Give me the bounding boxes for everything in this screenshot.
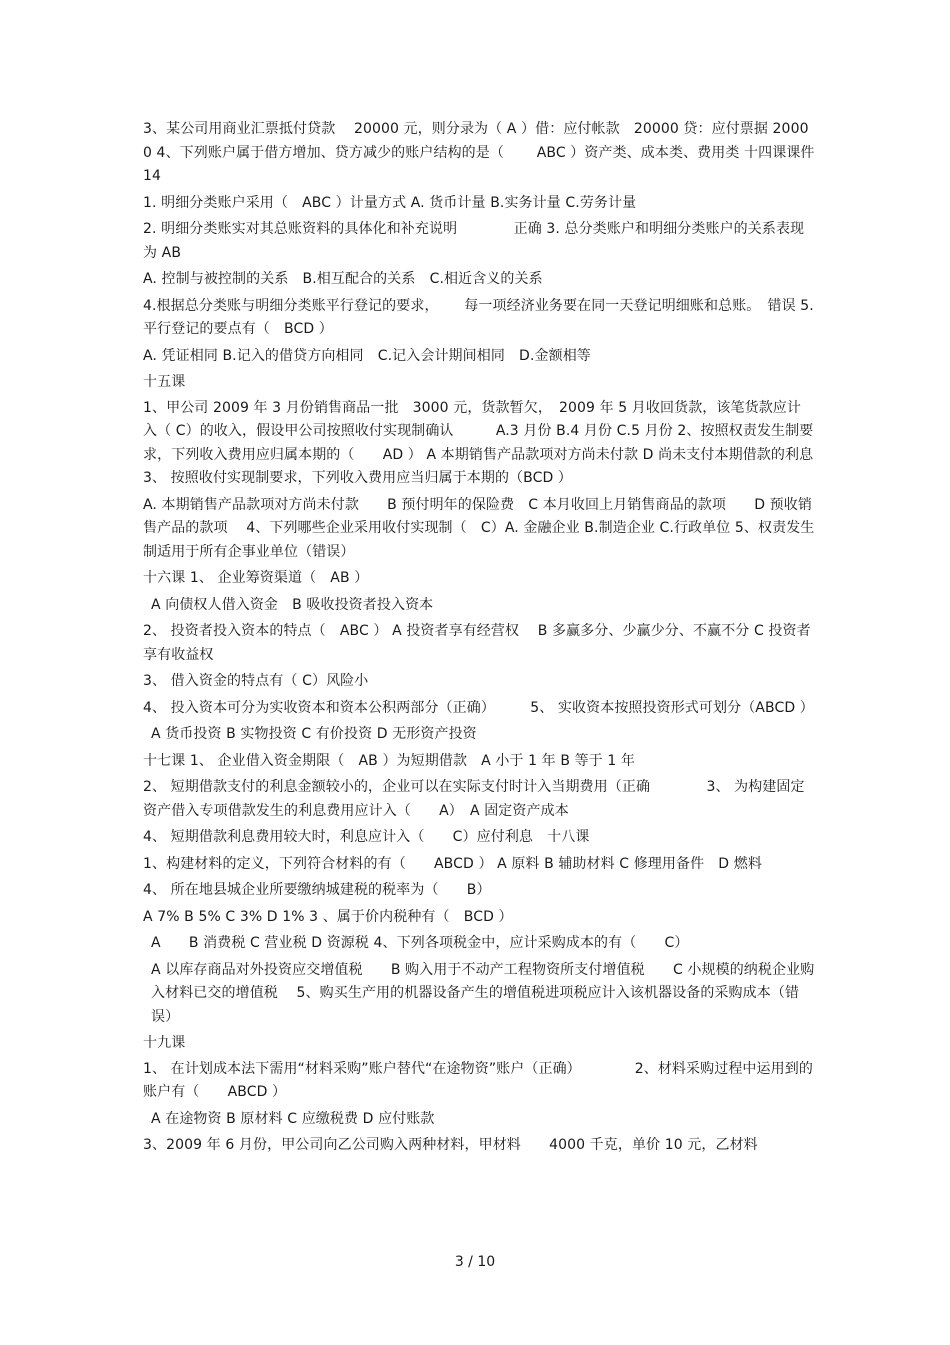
paragraph: 4、 短期借款利息费用较大时，利息应计入（ C）应付利息 十八课 [143, 829, 590, 845]
paragraph: 4.根据总分类账与明细分类账平行登记的要求， 每一项经济业务要在同一天登记明细账和总账。 错误 5.平行登记的要点有（ BCD ） [143, 297, 814, 337]
paragraph: 4、 投入资本可分为实收资本和资本公积两部分（正确） 5、 实收资本按照投资形式可划分（ABCD ） [143, 699, 814, 716]
paragraph: A. 凭证相同 B.记入的借贷方向相同 C.记入会计期间相同 D.金额相等 [143, 347, 591, 364]
paragraph: 1. 明细分类账户采用（ ABC ）计量方式 A. 货币计量 B.实务计量 C.劳务计量 [143, 194, 637, 211]
paragraph: 3、 借入资金的特点有（ C）风险小 [143, 673, 369, 689]
paragraph: A. 本期销售产品款项对方尚未付款 B 预付明年的保险费 C 本月收回上月销售商品的款项 D 预收销售产品的款项 4、下列哪些企业采用收付实现制（ C）A. 金融企业 B.制造企业 C.行政单位 5、权责发生制适用于所有企事业单位（错误） [143, 496, 815, 560]
paragraph: A 7% B 5% C 3% D 1% 3 、属于价内税种有（ BCD ） [143, 908, 513, 925]
paragraph: 3、2009 年 6 月份，甲公司向乙公司购入两种材料，甲材料 4000 千克，单价 10 元，乙材料 [143, 1137, 758, 1153]
paragraph: 十七课 1、 企业借入资金期限（ AB ）为短期借款 A 小于 1 年 B 等于 1 年 [143, 752, 635, 769]
paragraph: 1、甲公司 2009 年 3 月份销售商品一批 3000 元，货款暂欠， 2009 年 5 月收回货款，该笔货款应计入（ C）的收入，假设甲公司按照收付实现制确认 A.3 月份 B.4 月份 C.5 月份 2、按照权责发生制要求，下列收入费用应归属本期的（ AD ） A 本期销售产品款项对方尚未付款 D 尚未支付本期借款的利息 3、 按照收付实现制要求，下列收入费用应当归属于本期的（BCD ） [143, 399, 832, 486]
paragraph: 1、 在计划成本法下需用“材料采购”账户替代“在途物资”账户（正确） 2、材料采购过程中运用到的账户有（ ABCD ） [143, 1060, 813, 1100]
paragraph: 2、 短期借款支付的利息金额较小的，企业可以在实际支付时计入当期费用（正确 3、 为构建固定资产借入专项借款发生的利息费用应计入（ A） A 固定资产成本 [143, 779, 805, 819]
paragraph: 3、某公司用商业汇票抵付贷款 20000 元，则分录为（ A ）借：应付帐款 20000 贷：应付票据 20000 4、下列账户属于借方增加、贷方减少的账户结构的是（ ABC ）资产类、成本类、费用类 十四课课件 14 [143, 121, 829, 184]
document-body [143, 118, 832, 1161]
paragraph: 2. 明细分类账实对其总账资料的具体化和补充说明 正确 3. 总分类账户和明细分类账户的关系表现为 AB [143, 221, 805, 261]
page-number: 3 / 10 [454, 1254, 496, 1270]
paragraph: A 向债权人借入资金 B 吸收投资者投入资本 [151, 596, 434, 613]
paragraph: 2、 投资者投入资本的特点（ ABC ） A 投资者享有经营权 B 多赢多分、少赢少分、不赢不分 C 投资者享有收益权 [143, 623, 811, 663]
paragraph: A 在途物资 B 原材料 C 应缴税费 D 应付账款 [151, 1110, 435, 1127]
paragraph: 十六课 1、 企业筹资渠道（ AB ） [143, 570, 369, 586]
section-heading: 十五课 [143, 374, 186, 390]
paragraph: A. 控制与被控制的关系 B.相互配合的关系 C.相近含义的关系 [143, 271, 543, 287]
paragraph: 1、构建材料的定义，下列符合材料的有（ ABCD ） A 原料 B 辅助材料 C 修理用备件 D 燃料 [143, 855, 762, 872]
paragraph: A 货币投资 B 实物投资 C 有价投资 D 无形资产投资 [151, 726, 477, 742]
paragraph: 4、 所在地县城企业所要缴纳城建税的税率为（ B） [143, 882, 491, 898]
paragraph: A B 消费税 C 营业税 D 资源税 4、下列各项税金中，应计采购成本的有（ C） [151, 935, 689, 951]
section-heading: 十九课 [143, 1035, 186, 1051]
paragraph: A 以库存商品对外投资应交增值税 B 购入用于不动产工程物资所支付增值税 C 小规模的纳税企业购入材料已交的增值税 5、购买生产用的机器设备产生的增值税进项税应计入该机器设备的采购成本（错误） [151, 961, 815, 1025]
